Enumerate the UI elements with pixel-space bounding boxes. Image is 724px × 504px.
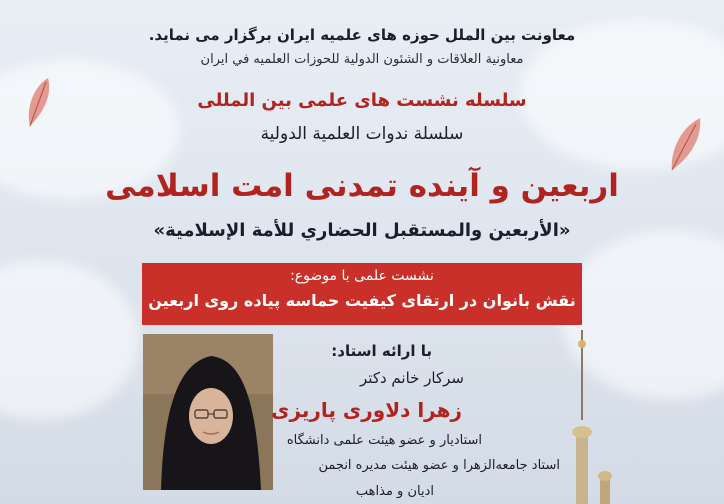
session-label: نشست علمی با موضوع:: [290, 268, 434, 284]
presenter-honorific: سرکار خانم دکتر: [360, 369, 464, 387]
series-title-arabic: سلسلة ندوات العلمية الدولية: [260, 124, 464, 144]
main-title-arabic: «الأربعين والمستقبل الحضاري للأمة الإسلامية»: [153, 220, 571, 241]
main-title: اربعین و آینده تمدنی امت اسلامی: [105, 168, 619, 204]
organizer-line-arabic: معاونية العلاقات و الشئون الدولية للحوزات العلميه في ايران: [200, 52, 524, 67]
presenter-position: ادیان و مذاهب: [355, 484, 434, 499]
organizer-line: معاونت بین الملل حوزه های علمیه ایران برگزار می نماید.: [148, 26, 576, 44]
presenter-position: استادیار و عضو هیئت علمی دانشگاه: [286, 433, 482, 448]
session-topic: نقش بانوان در ارتقای کیفیت حماسه پیاده روی اربعین: [148, 291, 576, 310]
portrait-figure: [143, 334, 273, 490]
series-title: سلسله نشست های علمی بین المللی: [197, 90, 527, 111]
presenter-name: زهرا دلاوری پاریزی: [271, 398, 462, 422]
feather-icon: [666, 114, 706, 174]
portrait-photo: [143, 334, 273, 490]
cloud-decoration: [0, 260, 140, 420]
minaret-illustration: [560, 300, 620, 504]
presenter-label: با ارائه استاد:: [331, 342, 432, 360]
presenter-position: استاد جامعه‌الزهرا و عضو هیئت مدیره انجمن: [318, 458, 560, 473]
